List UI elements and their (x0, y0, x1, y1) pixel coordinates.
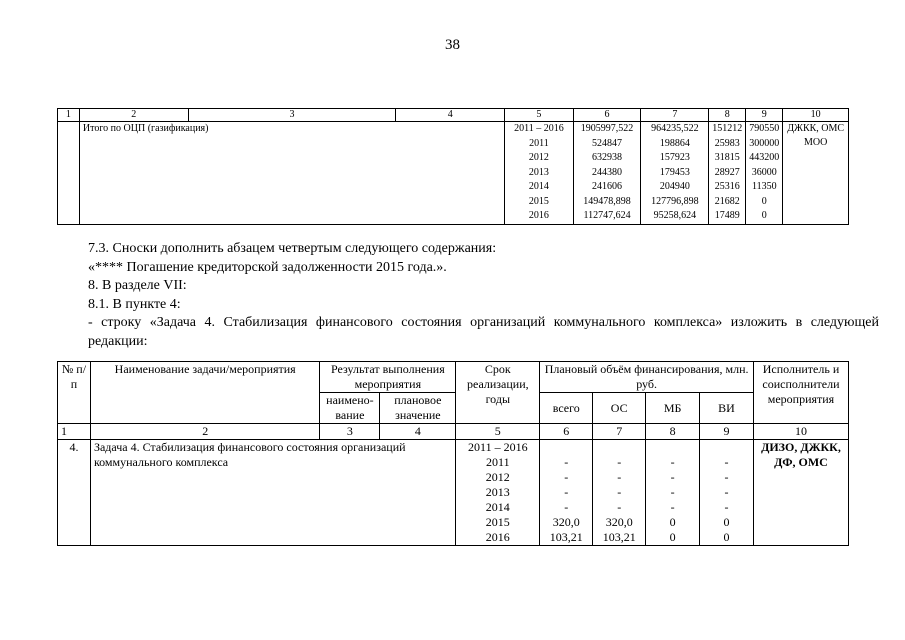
value: 790550 (749, 123, 780, 134)
col-number: 3 (188, 109, 396, 122)
header-vi: ВИ (700, 393, 754, 424)
col-number: 5 (505, 109, 573, 122)
col-number: 10 (783, 109, 849, 122)
header-name: Наименование задачи/мероприятия (90, 362, 320, 424)
header-result-name: наимено-вание (320, 393, 380, 424)
value: 103,21 (549, 530, 583, 544)
vi-cell (746, 122, 783, 225)
value: 149478,898 (583, 195, 631, 207)
mb-cell (646, 440, 700, 546)
year: 2014 (528, 181, 549, 192)
col-number: 7 (593, 424, 646, 440)
year: 2015 (485, 515, 510, 529)
value: - (670, 485, 675, 499)
col-number: 2 (90, 424, 320, 440)
value: 95258,624 (653, 210, 697, 221)
col-number: 1 (58, 424, 91, 440)
os-cell (593, 440, 646, 546)
value: 36000 (751, 166, 777, 178)
value: 25316 (714, 181, 740, 192)
header-total: всего (540, 393, 593, 424)
column-number-row (58, 109, 849, 122)
value: - (617, 470, 622, 484)
value: 25983 (714, 137, 740, 149)
value: - (564, 470, 569, 484)
paragraph: 7.3. Сноски дополнить абзацем четвертым следующего содержания: (88, 241, 497, 256)
value: 17489 (714, 210, 740, 221)
value: - (724, 500, 729, 514)
value (596, 440, 642, 455)
col-number: 9 (746, 109, 783, 122)
value: - (670, 500, 675, 514)
header-executor: Исполнитель и соисполнители мероприятия (753, 362, 848, 424)
year: 2012 (485, 470, 510, 484)
summary-table (57, 108, 849, 225)
year: 2011 – 2016 (514, 123, 564, 134)
year: 2012 (528, 152, 549, 163)
header-result-value: плановое значение (380, 393, 456, 424)
value: 204940 (659, 181, 690, 192)
year: 2016 (485, 530, 510, 544)
years-cell (505, 122, 573, 225)
year: 2011 (529, 137, 549, 149)
value: 28927 (714, 166, 740, 178)
value: 241606 (592, 181, 623, 192)
page-number: 38 (445, 37, 460, 53)
header-term: Срок реализации, годы (456, 362, 540, 424)
body-text (88, 240, 879, 351)
row-label: Итого по ОЦП (газификация) (79, 122, 504, 225)
paragraph: 8. В разделе VII: (88, 278, 187, 293)
year: 2016 (528, 210, 549, 221)
table-row (58, 122, 849, 225)
header-funding: Плановый объём финансирования, млн. руб. (540, 362, 754, 393)
value: 127796,898 (651, 195, 699, 207)
table-row (58, 440, 849, 546)
value: - (724, 455, 729, 469)
col-number: 6 (573, 109, 641, 122)
value: 0 (723, 530, 730, 544)
value: 443200 (749, 152, 780, 163)
value: 0 (669, 530, 676, 544)
col-number: 5 (456, 424, 540, 440)
year: 2014 (485, 500, 510, 514)
value: 320,0 (605, 515, 633, 529)
value: 0 (761, 195, 767, 207)
value: 0 (761, 210, 767, 221)
value: 31815 (714, 152, 740, 163)
col-number: 4 (396, 109, 505, 122)
mb-cell (709, 122, 746, 225)
col-number: 6 (540, 424, 593, 440)
row-number: 4. (58, 440, 91, 546)
col-number: 3 (320, 424, 380, 440)
value: 320,0 (552, 515, 580, 529)
col-number: 4 (380, 424, 456, 440)
value: - (564, 455, 569, 469)
header-row (58, 362, 849, 393)
os-cell (641, 122, 709, 225)
value: 151212 (712, 123, 743, 134)
col-number: 7 (641, 109, 709, 122)
value (703, 440, 750, 455)
value: - (724, 470, 729, 484)
header-result: Результат выполнения мероприятия (320, 362, 456, 393)
paragraph: «**** Погашение кредиторской задолженности 2015 года.». (88, 259, 447, 275)
value: 244380 (592, 166, 623, 178)
value: 179453 (659, 166, 690, 178)
value: 112747,624 (583, 210, 631, 221)
paragraph: 8.1. В пункте 4: (88, 296, 181, 312)
col-number: 10 (753, 424, 848, 440)
value: 524847 (592, 137, 623, 149)
value: 1905997,522 (580, 123, 634, 134)
value: 0 (669, 515, 676, 529)
column-number-row (58, 424, 849, 440)
years-cell (456, 440, 540, 546)
col-number: 2 (79, 109, 188, 122)
header-num: № п/п (58, 362, 91, 424)
col-number: 9 (700, 424, 754, 440)
year: 2015 (528, 195, 549, 207)
value: - (617, 455, 622, 469)
value: 964235,522 (651, 123, 699, 134)
value: 11350 (751, 181, 777, 192)
value: 300000 (749, 137, 780, 149)
value: - (670, 455, 675, 469)
paragraph: - строку «Задача 4. Стабилизация финансового состояния организаций коммунального комплекса» изложить в следующей редакции: (88, 315, 879, 349)
value: 198864 (659, 137, 690, 149)
total-cell (573, 122, 641, 225)
value: 157923 (659, 152, 690, 163)
value: 632938 (592, 152, 623, 163)
value (543, 440, 589, 455)
year: 2013 (485, 485, 510, 499)
col-number: 1 (58, 109, 80, 122)
year: 2013 (528, 166, 549, 178)
value: - (617, 485, 622, 499)
executor-cell: ДИЗО, ДЖКК, ДФ, ОМС (753, 440, 848, 546)
header-mb: МБ (646, 393, 700, 424)
year: 2011 – 2016 (468, 440, 528, 454)
header-os: ОС (593, 393, 646, 424)
task-table (57, 361, 849, 546)
col-number: 8 (646, 424, 700, 440)
executor-cell: ДЖКК, ОМС МОО (783, 122, 849, 225)
total-cell (540, 440, 593, 546)
task-name: Задача 4. Стабилизация финансового состояния организаций коммунального комплекса (90, 440, 455, 546)
value: 21682 (714, 195, 740, 207)
value: - (564, 485, 569, 499)
value: - (724, 485, 729, 499)
value: - (670, 470, 675, 484)
year: 2011 (486, 455, 510, 469)
value: 0 (723, 515, 730, 529)
value: - (564, 500, 569, 514)
vi-cell (700, 440, 754, 546)
value: 103,21 (602, 530, 636, 544)
col-number: 8 (709, 109, 746, 122)
value: - (617, 500, 622, 514)
value (649, 440, 696, 455)
